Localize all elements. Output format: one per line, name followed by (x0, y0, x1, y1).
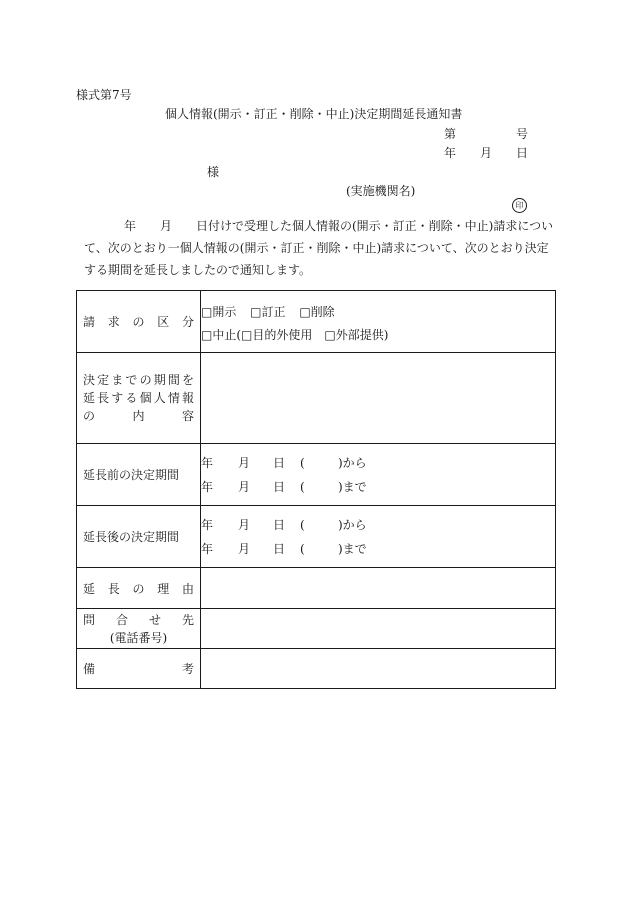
category-options (201, 291, 556, 353)
before-period-field[interactable] (201, 444, 556, 506)
form-number: 様式第7号 (76, 88, 132, 102)
label-char: 情 (167, 391, 180, 405)
label-char: 先 (181, 612, 194, 627)
period-day: 日 (273, 455, 286, 470)
category-label (77, 291, 201, 353)
label-char: 間 (167, 373, 180, 387)
agency-name: (実施機関名) (346, 184, 416, 198)
remarks-row (77, 649, 556, 689)
number-prefix: 第 (444, 127, 457, 141)
category-label-text (83, 313, 194, 330)
label-char: 区 (157, 315, 170, 329)
reason-field[interactable] (201, 568, 556, 609)
label-char: の (132, 581, 145, 596)
option-suspend[interactable]: □中止(□目的外使用 □外部提供) (201, 327, 389, 342)
notice-table (76, 290, 556, 689)
remarks-label (77, 649, 201, 689)
period-open: ( (300, 541, 305, 556)
category-row (77, 291, 556, 353)
period-month: 月 (238, 541, 251, 556)
label-char: を (181, 373, 194, 387)
reason-label (77, 568, 201, 609)
label-char: の (83, 409, 96, 423)
label-char: 延 (83, 391, 96, 405)
label-char: せ (148, 612, 161, 627)
period-month: 月 (238, 455, 251, 470)
label-char: 決 (83, 373, 96, 387)
label-char: 備 (83, 662, 96, 676)
label-char: 容 (181, 409, 194, 423)
seal-mark: 印 (512, 198, 527, 213)
period-open: ( (300, 455, 305, 470)
period-close: )まで (338, 541, 367, 556)
after-period-field[interactable] (201, 506, 556, 568)
period-year: 年 (201, 479, 214, 494)
contact-sub-label: (電話番号) (109, 630, 168, 645)
period-open: ( (300, 479, 305, 494)
period-day: 日 (273, 517, 286, 532)
label-char: 理 (157, 581, 170, 596)
option-delete[interactable]: □削除 (299, 304, 335, 319)
period-close: )まで (338, 479, 367, 494)
label-char: の (139, 373, 152, 387)
reason-row (77, 568, 556, 609)
label-char: の (132, 315, 145, 329)
option-correct[interactable]: □訂正 (250, 304, 286, 319)
content-label (77, 353, 201, 444)
issue-date-line (444, 144, 528, 161)
label-char: 延 (83, 581, 96, 596)
label-char: 求 (107, 315, 120, 329)
label-char: ま (111, 373, 124, 387)
period-year: 年 (201, 541, 214, 556)
before-period-row (77, 444, 556, 506)
remarks-field[interactable] (201, 649, 556, 689)
document-number-line (444, 125, 528, 142)
date-month: 月 (480, 146, 493, 160)
label-char: 長 (97, 391, 110, 405)
period-day: 日 (273, 541, 286, 556)
body-line-1: 年 月 日付けで受理した個人情報の(開示・訂正・削除・中止)請求につい (124, 219, 554, 233)
after-period-label: 延長後の決定期間 (77, 506, 201, 568)
period-open: ( (300, 517, 305, 532)
period-day: 日 (273, 479, 286, 494)
label-char: 内 (132, 409, 145, 423)
content-row (77, 353, 556, 444)
period-close: )から (338, 455, 367, 470)
label-char: 問 (83, 612, 96, 627)
content-field[interactable] (201, 353, 556, 444)
label-char: 考 (181, 662, 194, 676)
label-char: 分 (181, 315, 194, 329)
period-month: 月 (238, 517, 251, 532)
date-year: 年 (444, 146, 457, 160)
contact-row (77, 609, 556, 649)
label-char: 人 (153, 391, 166, 405)
period-year: 年 (201, 517, 214, 532)
notice-body (84, 215, 556, 281)
period-close: )から (338, 517, 367, 532)
contact-field[interactable] (201, 609, 556, 649)
label-char: 由 (181, 581, 194, 596)
addressee-suffix: 様 (207, 165, 220, 179)
option-disclose[interactable]: □開示 (201, 304, 237, 319)
period-year: 年 (201, 455, 214, 470)
before-period-label: 延長前の決定期間 (77, 444, 201, 506)
label-char: 期 (153, 373, 166, 387)
body-line-3: する期間を延長しましたので通知します。 (84, 263, 312, 277)
period-month: 月 (238, 479, 251, 494)
label-char: 合 (115, 612, 128, 627)
label-char: 報 (181, 391, 194, 405)
date-day: 日 (516, 146, 529, 160)
label-char: 定 (97, 373, 110, 387)
label-char: 請 (83, 315, 96, 329)
label-char: る (125, 391, 138, 405)
label-char: 個 (139, 391, 152, 405)
number-suffix: 号 (516, 127, 529, 141)
document-title: 個人情報(開示・訂正・削除・中止)決定期間延長通知書 (165, 107, 463, 121)
after-period-row (77, 506, 556, 568)
label-char: 長 (107, 581, 120, 596)
contact-label (77, 609, 201, 649)
body-line-2: て、次のとおり一個人情報の(開示・訂正・削除・中止)請求について、次のとおり決定 (84, 241, 549, 255)
label-char: す (111, 391, 124, 405)
label-char: で (125, 373, 138, 387)
